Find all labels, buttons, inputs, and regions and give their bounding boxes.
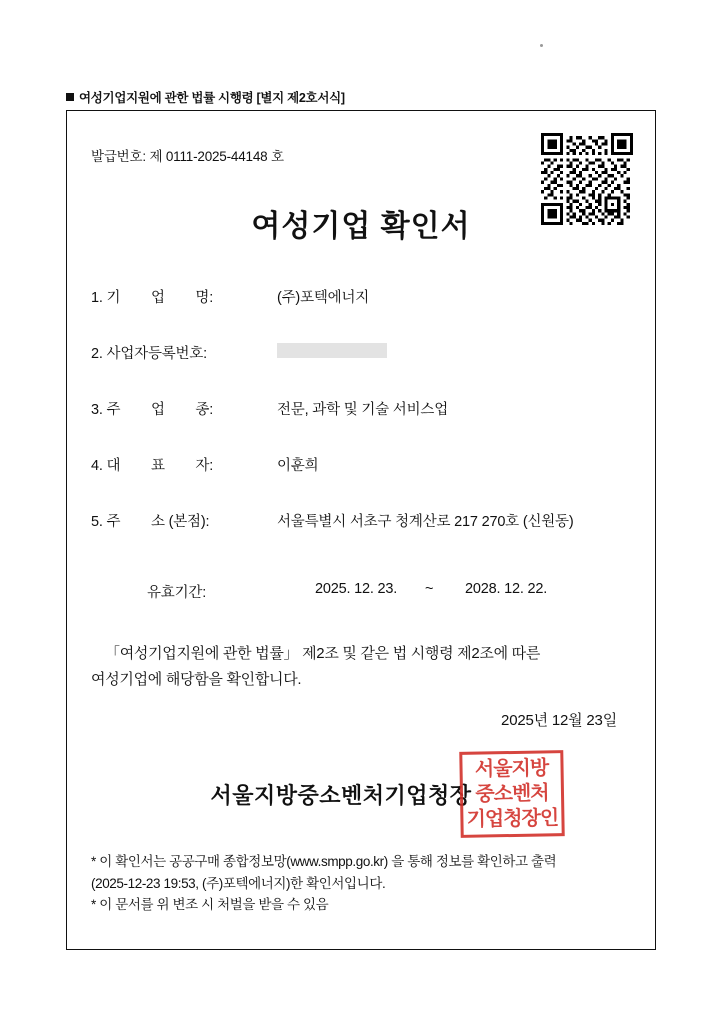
issuing-authority: 서울지방중소벤처기업청장	[210, 783, 472, 808]
field-row-representative	[91, 454, 631, 510]
validity-to: 2028. 12. 22.	[465, 581, 548, 597]
official-seal-stamp	[459, 750, 564, 838]
field-row-business-registration-number	[91, 342, 631, 398]
form-legend-text: 여성기업지원에 관한 법률 시행령 [별지 제2호서식]	[79, 91, 345, 105]
validity-from: 2025. 12. 23.	[315, 581, 398, 597]
field-value-representative: 이훈희	[277, 458, 319, 474]
seal-line-3: 기업청장인	[466, 807, 559, 831]
footnote-line-2: (2025-12-23 19:53, (주)포텍에너지)한 확인서입니다.	[91, 875, 386, 891]
field-value-company-name: (주)포텍에너지	[277, 290, 370, 306]
form-legend	[66, 88, 345, 106]
field-label: 2. 사업자등록번호:	[91, 346, 207, 362]
certificate-fields	[91, 286, 631, 566]
field-row-address	[91, 510, 631, 566]
footnote-line-3: * 이 문서를 위 변조 시 처벌을 받을 수 있음	[91, 897, 329, 913]
field-label: 3. 주 업 종:	[91, 402, 214, 418]
field-value-main-industry: 전문, 과학 및 기술 서비스업	[277, 402, 449, 418]
field-row-company-name	[91, 286, 631, 342]
validity-separator: ~	[425, 581, 434, 597]
bullet-square-icon	[66, 93, 74, 101]
certificate-border	[66, 110, 656, 950]
scan-artifact-dot	[540, 44, 543, 47]
footnote-line-1: * 이 확인서는 공공구매 종합정보망(www.smpp.go.kr) 을 통해 정보를 확인하고 출력	[91, 854, 557, 869]
field-row-main-industry	[91, 398, 631, 454]
statement-line-1: 「여성기업지원에 관한 법률」 제2조 및 같은 법 시행령 제2조에 따른	[105, 645, 541, 662]
field-label: 1. 기 업 명:	[91, 290, 214, 306]
issue-number: 발급번호: 제 0111-2025-44148 호	[91, 149, 284, 164]
certification-statement	[91, 641, 631, 694]
certificate-title: 여성기업 확인서	[251, 210, 471, 243]
seal-line-1: 서울지방	[474, 757, 549, 781]
statement-line-2: 여성기업에 해당함을 확인합니다.	[91, 671, 302, 689]
field-value-business-registration-number-redacted	[277, 343, 387, 358]
footnotes	[91, 851, 635, 916]
field-label: 5. 주 소 (본점):	[91, 514, 210, 530]
issue-date: 2025년 12월 23일	[501, 712, 617, 729]
validity-label: 유효기간:	[147, 585, 207, 601]
seal-line-2: 중소벤처	[475, 782, 549, 806]
field-value-address: 서울특별시 서초구 청계산로 217 270호 (신원동)	[277, 514, 574, 530]
field-label: 4. 대 표 자:	[91, 458, 214, 474]
